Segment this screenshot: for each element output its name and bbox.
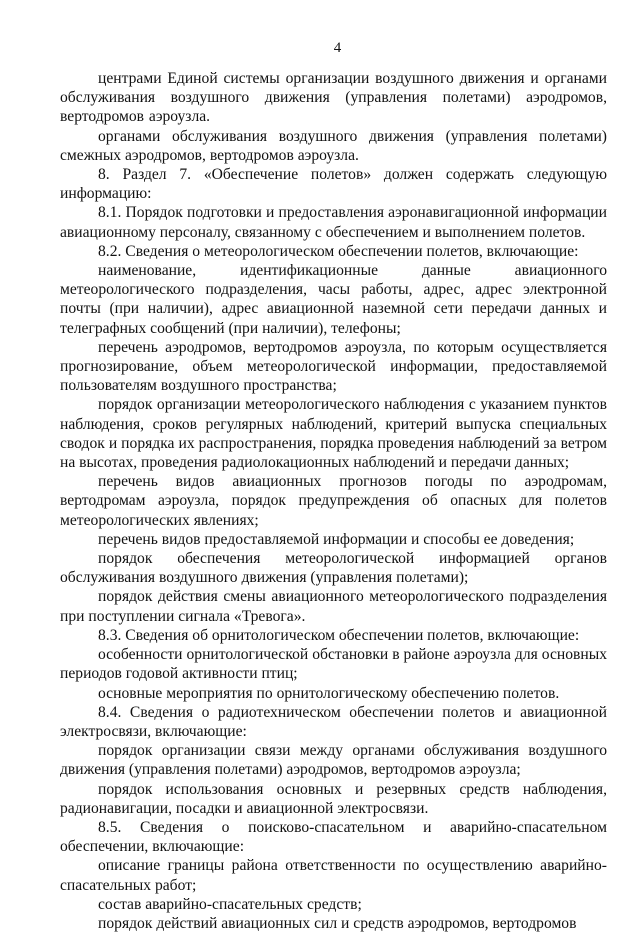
paragraph: описание границы района ответственности по осуществлению аварийно-спасательных работ;: [60, 857, 607, 894]
paragraph: 8. Раздел 7. «Обеспечение полетов» должен содержать следующую информацию:: [60, 166, 607, 203]
paragraph: перечень видов авиационных прогнозов погоды по аэродромам, вертодромам аэроузла, порядок предупреждения об опасных для полетов метеорологических явлениях;: [60, 473, 607, 529]
paragraph: порядок организации связи между органами обслуживания воздушного движения (управления полетами) аэродромов, вертодромов аэроузла;: [60, 742, 607, 779]
paragraph: 8.4. Сведения о радиотехническом обеспечении полетов и авиационной электросвязи, включающие:: [60, 703, 607, 740]
paragraph: порядок действий авиационных сил и средств аэродромов, вертодромов: [98, 914, 577, 932]
page-number: 4: [333, 40, 342, 56]
paragraph: состав аварийно-спасательных средств;: [98, 895, 362, 913]
paragraph: 8.2. Сведения о метеорологическом обеспечении полетов, включающие:: [98, 242, 579, 260]
paragraph: порядок организации метеорологического наблюдения с указанием пунктов наблюдения, сроков регулярных наблюдений, критерий выпуска специальных сводок и порядка их распространения, порядка проведения наблюдений за ветром на высотах, проведения радиолокационных наблюдений и передачи данных;: [60, 396, 607, 472]
paragraph: порядок обеспечения метеорологической информацией органов обслуживания воздушного движения (управления полетами);: [60, 550, 607, 587]
paragraph: органами обслуживания воздушного движения (управления полетами) смежных аэродромов, вертодромов аэроузла.: [60, 127, 607, 164]
paragraph: 8.3. Сведения об орнитологическом обеспечении полетов, включающие:: [98, 626, 580, 644]
paragraph: 8.1. Порядок подготовки и предоставления аэронавигационной информации авиационному персоналу, связанному с обеспечением и выполнением полетов.: [60, 204, 607, 241]
paragraph: перечень аэродромов, вертодромов аэроузла, по которым осуществляется прогнозирование, объем метеорологической информации, предоставляемой пользователям воздушного пространства;: [60, 338, 607, 395]
paragraph: 8.5. Сведения о поисково-спасательном и аварийно-спасательном обеспечении, включающие:: [60, 818, 607, 856]
paragraph: порядок действия смены авиационного метеорологического подразделения при поступлении сигнала «Тревога».: [60, 588, 607, 625]
paragraph: основные мероприятия по орнитологическому обеспечению полетов.: [98, 684, 560, 702]
paragraph: наименование, идентификационные данные авиационного метеорологического подразделения, часы работы, адрес, адрес электронной почты (при наличии), адрес авиационной наземной сети передачи данных и телеграфных сообщений (при наличии), телефоны;: [60, 262, 607, 337]
paragraph: особенности орнитологической обстановки в районе аэроузла для основных периодов годовой активности птиц;: [60, 646, 607, 683]
paragraph: центрами Единой системы организации воздушного движения и органами обслуживания воздушного движения (управления полетами) аэродромов, вертодромов аэроузла.: [60, 70, 607, 126]
paragraph: порядок использования основных и резервных средств наблюдения, радионавигации, посадки и авиационной электросвязи.: [60, 780, 607, 817]
paragraph: перечень видов предоставляемой информации и способы ее доведения;: [98, 530, 575, 548]
